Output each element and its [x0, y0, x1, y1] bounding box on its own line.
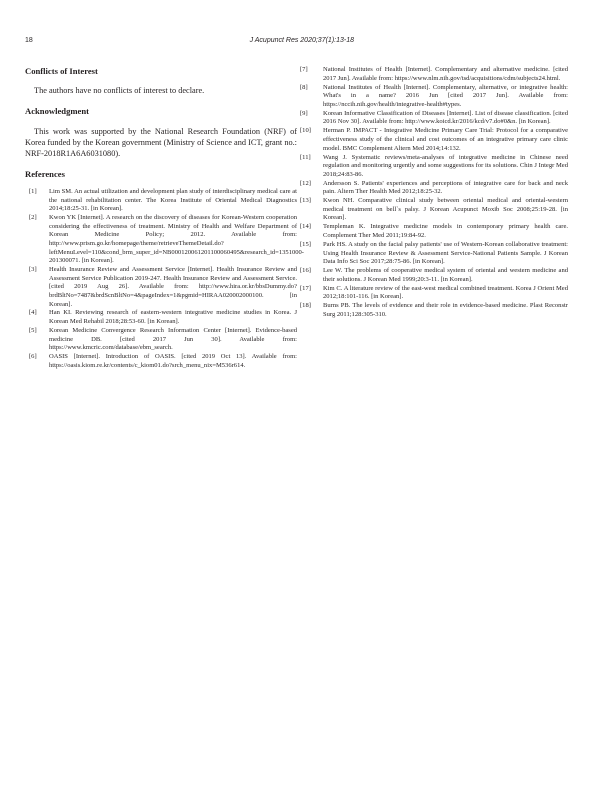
- reference-text: Wang J. Systematic reviews/meta-analyses of integrative medicine in Chinese need regulation and monitoring urgently and some suggestions for its solutions. Chin J Integr Med 2018;24:83-86.: [323, 153, 568, 178]
- reference-text: Kim C. A literature review of the east-west medical combined treatment. Korea J Orient Med 2012;18:101-116. [in Korean].: [323, 284, 568, 301]
- reference-number: [1]: [29, 188, 37, 195]
- reference-number: [18]: [300, 302, 311, 310]
- reference-number: [17]: [300, 284, 311, 292]
- reference-item: [25, 214, 304, 266]
- reference-text: Kwon NH. Comparative clinical study between oriental medical and oriental-western medical treatment on bell`s palsy. J Korean Acupunct Moxib Soc 2008;25:19-28. [in Korean].: [323, 197, 568, 222]
- reference-number: [7]: [300, 66, 308, 73]
- right-column: [298, 66, 568, 320]
- reference-number: [6]: [29, 353, 37, 361]
- reference-item: [298, 110, 568, 127]
- reference-number: [5]: [29, 327, 37, 335]
- reference-text: Lim SM. An actual utilization and development plan study of interdisciplinary medical care at the national rehabilitation center. The Korea Institute of Oriental Medical Diagnostics 2014;18:25-31. [in Korean].: [49, 188, 297, 213]
- reference-text: National Institutes of Health [Internet]. Complementary and alternative medicine. [cited 2017 Jun]. Available from: https://www.nlm.nih.gov/tsd/acquisitions/cdm/subjects24.html.: [323, 66, 568, 82]
- reference-text: Lee W. The problems of cooperative medical system of oriental and western medicine and their solutions. J Korean Med 1999;20:3-11. [in Korean].: [323, 267, 568, 283]
- reference-item: [298, 223, 568, 240]
- reference-text: Andersson S. Patients' experiences and perceptions of integrative care for back and neck pain. Altern Ther Health Med 2012;18:25-32.: [323, 179, 568, 196]
- reference-number: [12]: [300, 179, 311, 187]
- reference-item: [25, 327, 297, 353]
- reference-number: [10]: [300, 127, 311, 135]
- references-heading: References: [25, 169, 65, 179]
- reference-text: Burns PB. The levels of evidence and their role in evidence-based medicine. Plast Reconstr Surg 2011;128:305-310.: [323, 302, 568, 318]
- reference-text: Kwon YK [Internet]. A research on the discovery of diseases for Korean-Western cooperation considering the effectiveness of treatment. Ministry of Health and Welfare Department of Korean Medicine Policy; 2012. Available from: http://www.prism.go.kr/homepage/theme/retrieveThemeDetail.do?leftMenuLevel=110&cond_brm_super_id=NB000120061201100060495&research_id=1351000-201300071. [in Korean].: [49, 214, 304, 265]
- reference-text: Korean Medicine Convergence Research Information Center [Internet]. Evidence-based medicine DB. [cited 2017 Jun 30]. Available from: https://www.kmcric.com/database/ebm_search.: [49, 327, 297, 352]
- reference-item: [298, 127, 568, 153]
- reference-text: Herman P. IMPACT - Integrative Medicine Primary Care Trial: Protocol for a comparative effectiveness study of the clinical and cost outcomes of an integrative primary care clinic model. BMC Complement Altern Med 2014;14:132.: [323, 127, 568, 152]
- reference-text: Health Insurance Review and Assessment Service [Internet]. Health Insurance Review and Assessment Service Publication 2019-247. Health Insurance Review and Assessment Service. [cited 2019 Aug 26]. Available from: http://www.hira.or.kr/bbsDummy.do?brdBltNo=7487&brdScnBltNo=4&pageIndex=1&pgmid=HIRAA020002000100. [in Korean].: [49, 266, 297, 308]
- reference-item: [298, 302, 568, 319]
- reference-list-left: [25, 188, 304, 370]
- reference-number: [8]: [300, 83, 308, 91]
- reference-list-right: [298, 66, 568, 320]
- reference-item: [25, 309, 297, 326]
- reference-number: [13]: [300, 197, 311, 205]
- reference-text: National Institutes of Health [Internet]. Complementary, alternative, or integrative health: What's in a name? 2016 Jun [cited 2017 Jun]. Available from: https://nccih.nih.gov/health/integrative-health#types.: [323, 83, 568, 108]
- left-column: [25, 66, 304, 371]
- reference-item: [298, 66, 568, 83]
- reference-text: OASIS [Internet]. Introduction of OASIS. [cited 2019 Oct 13]. Available from: https://oasis.kiom.re.kr/contents/c_kiom01.do?srch_menu_nix=M536r614.: [49, 353, 297, 369]
- reference-number: [11]: [300, 153, 311, 161]
- reference-text: Park HS. A study on the facial palsy patients' use of Western-Korean collaborative treatment: Using Health Insurance Review & Assessment Service-National Patients Sample. J Korean Data Info Sci Soc 2017;28:75-86. [in Korean].: [323, 241, 568, 266]
- reference-item: [298, 84, 568, 110]
- reference-number: [14]: [300, 223, 311, 231]
- conflicts-heading: Conflicts of Interest: [25, 66, 98, 76]
- reference-number: [15]: [300, 241, 311, 248]
- reference-item: [298, 241, 568, 267]
- reference-number: [4]: [29, 309, 37, 317]
- reference-number: [3]: [29, 266, 37, 274]
- reference-text: Han KI. Reviewing research of eastern-western integrative medicine studies in Korea. J Korean Med Rehabil 2018;28:53-60. [in Korean].: [49, 309, 297, 326]
- reference-item: [25, 266, 297, 309]
- acknowledgment-heading: Acknowledgment: [25, 106, 89, 116]
- reference-item: [298, 180, 568, 197]
- reference-number: [2]: [29, 214, 37, 222]
- reference-item: [298, 197, 568, 223]
- reference-number: [16]: [300, 267, 311, 275]
- reference-number: [9]: [300, 109, 308, 117]
- reference-item: [298, 154, 568, 180]
- reference-text: Templeman K. Integrative medicine models in contemporary primary health care. Complement Ther Med 2011;19:84-92.: [323, 223, 568, 240]
- reference-item: [25, 353, 297, 370]
- acknowledgment-text: This work was supported by the National Research Foundation (NRF) of Korea funded by the Korean government (Ministry of Science and ICT, grant no.: NRF-2018R1A6A6031080).: [25, 127, 297, 158]
- reference-item: [298, 267, 568, 284]
- running-header: [25, 37, 566, 49]
- journal-citation: J Acupunct Res 2020;37(1):13-18: [249, 37, 354, 44]
- page-number: 18: [25, 37, 33, 44]
- conflicts-text: The authors have no conflicts of interest to declare.: [34, 86, 205, 95]
- reference-item: [298, 285, 568, 302]
- reference-item: [25, 188, 297, 214]
- reference-text: Korean Informative Classification of Diseases [Internet]. List of disease classification. [cited 2016 Nov 30]. Available from: http://www.koicd.kr/2016/kcd/v7.do#0&n. [in Korean].: [323, 109, 568, 126]
